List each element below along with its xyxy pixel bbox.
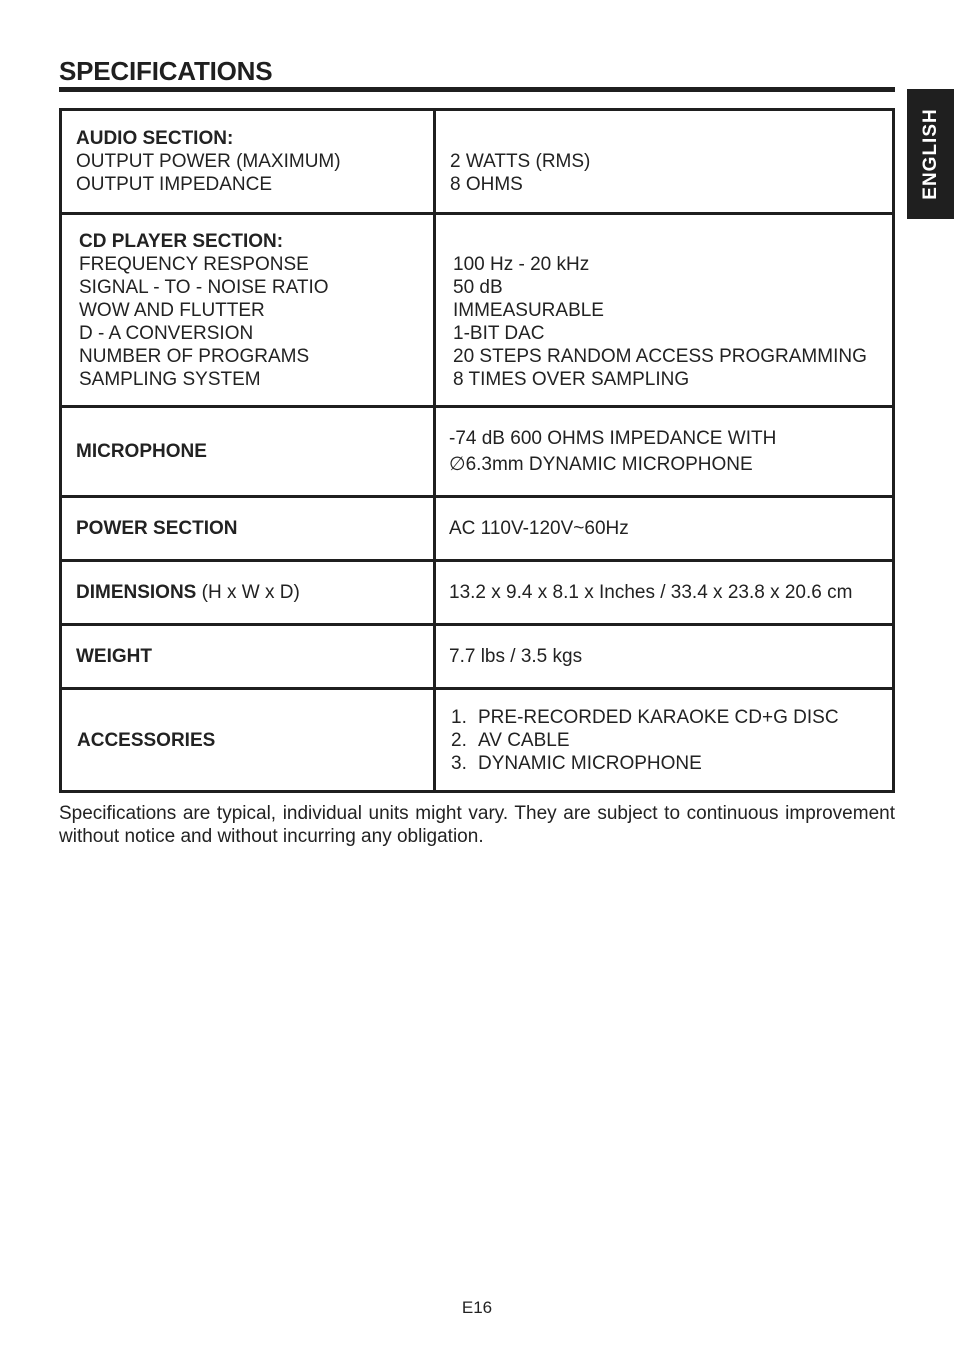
cd-label-cell <box>61 214 435 407</box>
audio-row <box>61 110 894 214</box>
dimensions-row <box>61 561 894 625</box>
cd-value: 50 dB <box>453 276 503 298</box>
dimensions-value: 13.2 x 9.4 x 8.1 x Inches / 33.4 x 23.8 x 20.6 cm <box>435 561 894 625</box>
power-row <box>61 497 894 561</box>
weight-row <box>61 625 894 689</box>
audio-value-cell <box>435 110 894 214</box>
audio-value: 2 WATTS (RMS) <box>450 151 591 172</box>
microphone-value-cell <box>435 407 894 497</box>
cd-label: NUMBER OF PROGRAMS <box>79 345 310 367</box>
cd-value: IMMEASURABLE <box>453 299 604 321</box>
cd-label: SAMPLING SYSTEM <box>79 368 261 390</box>
cd-label: WOW AND FLUTTER <box>79 299 265 321</box>
cd-label: FREQUENCY RESPONSE <box>79 253 309 275</box>
audio-label-cell <box>61 110 435 214</box>
audio-label: OUTPUT IMPEDANCE <box>76 174 273 195</box>
weight-label: WEIGHT <box>61 625 435 689</box>
disclaimer-note: Specifications are typical, individual units might vary. They are subject to continuous improvement without notice and without incurring any obligation. <box>59 803 895 847</box>
specifications-table <box>59 108 895 793</box>
power-label: POWER SECTION <box>61 497 435 561</box>
accessories-value-cell <box>435 689 894 792</box>
page-title: SPECIFICATIONS <box>59 56 273 86</box>
page-number: E16 <box>461 1298 493 1317</box>
accessories-label: ACCESSORIES <box>61 689 435 792</box>
power-value: AC 110V-120V~60Hz <box>435 497 894 561</box>
cd-player-row <box>61 214 894 407</box>
language-tab <box>907 89 954 219</box>
audio-heading: AUDIO SECTION: <box>76 128 234 149</box>
dimensions-label-suffix: (H x W x D) <box>196 582 300 603</box>
cd-label: D - A CONVERSION <box>79 322 254 344</box>
microphone-row <box>61 407 894 497</box>
cd-value: 8 TIMES OVER SAMPLING <box>453 368 690 390</box>
title-rule <box>59 87 895 92</box>
accessories-row <box>61 689 894 792</box>
diameter-symbol: ∅ <box>449 454 466 475</box>
dimensions-label-cell <box>61 561 435 625</box>
dimensions-label: DIMENSIONS <box>76 582 197 603</box>
cd-label: SIGNAL - TO - NOISE RATIO <box>79 276 329 298</box>
cd-value: 20 STEPS RANDOM ACCESS PROGRAMMING <box>453 345 867 367</box>
audio-value: 8 OHMS <box>450 174 523 195</box>
microphone-value-line1: -74 dB 600 OHMS IMPEDANCE WITH <box>449 428 777 449</box>
weight-value: 7.7 lbs / 3.5 kgs <box>435 625 894 689</box>
microphone-value-line2: 6.3mm DYNAMIC MICROPHONE <box>465 454 753 475</box>
list-item: 1. PRE-RECORDED KARAOKE CD+G DISC <box>451 706 839 728</box>
cd-value-cell <box>435 214 894 407</box>
microphone-label: MICROPHONE <box>61 407 435 497</box>
cd-heading: CD PLAYER SECTION: <box>79 230 284 252</box>
language-tab-label: ENGLISH <box>919 108 941 200</box>
accessories-list <box>451 706 892 775</box>
cd-value: 1-BIT DAC <box>453 322 545 344</box>
list-item: 3. DYNAMIC MICROPHONE <box>451 752 702 774</box>
audio-label: OUTPUT POWER (MAXIMUM) <box>76 151 341 172</box>
list-item: 2. AV CABLE <box>451 729 570 751</box>
cd-value: 100 Hz - 20 kHz <box>453 253 590 275</box>
